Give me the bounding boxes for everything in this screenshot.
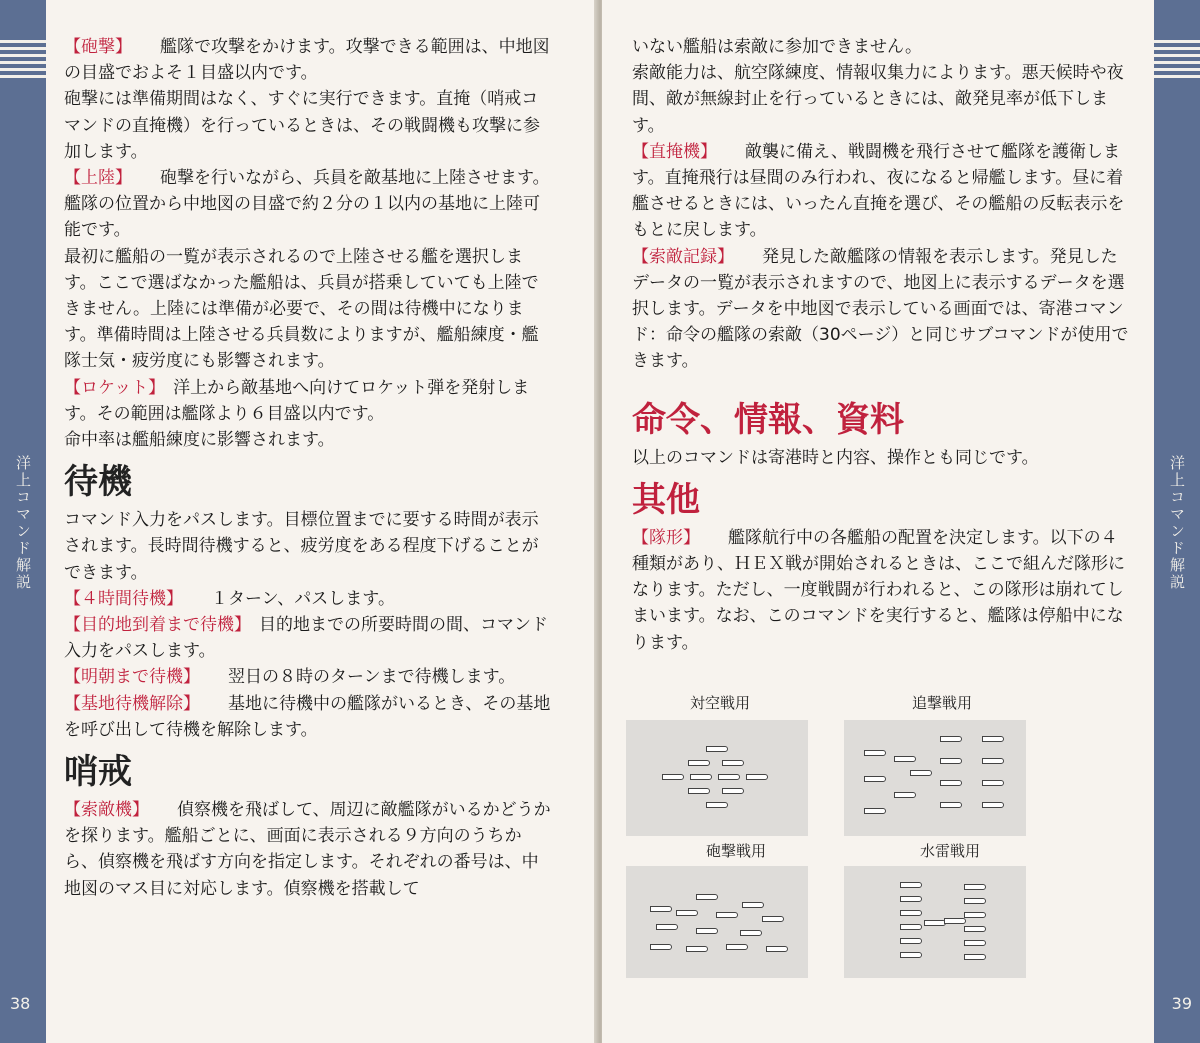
ship-icon bbox=[964, 898, 986, 904]
ship-icon bbox=[656, 924, 678, 930]
formation-figures bbox=[626, 692, 1146, 992]
para-wait-destination bbox=[64, 612, 554, 664]
fig-label-pursuit: 追撃戦用 bbox=[912, 694, 973, 712]
para-rocket-note: 命中率は艦船練度に影響されます。 bbox=[64, 430, 335, 451]
para-escort bbox=[632, 139, 1130, 244]
fig-gunnery bbox=[626, 866, 808, 978]
para-landing bbox=[64, 165, 554, 244]
ship-icon bbox=[662, 774, 684, 780]
ship-icon bbox=[688, 760, 710, 766]
fig-label-torpedo: 水雷戦用 bbox=[920, 842, 981, 860]
tag-bombard: 【砲撃】 bbox=[64, 37, 132, 57]
tag-wait-destination: 【目的地到着まで待機】 bbox=[64, 615, 251, 636]
right-body bbox=[632, 34, 1130, 656]
para-wait-morning bbox=[64, 664, 554, 690]
para-wait-intro: コマンド入力をパスします。目標位置までに要する時間が表示されます。長時間待機すると、疲労度をある程度下げることができます。 bbox=[64, 510, 539, 583]
heading-orders: 命令、情報、資料 bbox=[632, 399, 904, 440]
ship-icon bbox=[900, 952, 922, 958]
ship-icon bbox=[900, 910, 922, 916]
tag-scout: 【索敵機】 bbox=[64, 800, 149, 821]
left-page-number: 38 bbox=[10, 994, 31, 1013]
text-wait-morning: 翌日の８時のターンまで待機します。 bbox=[228, 667, 516, 688]
ship-icon bbox=[940, 736, 962, 742]
ship-icon bbox=[746, 774, 768, 780]
ship-icon bbox=[900, 924, 922, 930]
left-page bbox=[0, 0, 598, 1043]
para-bombard-note: 砲撃には準備期間はなく、すぐに実行できます。直掩（哨戒コマンドの直掩機）を行っているときは、その戦闘機も攻撃に参加します。 bbox=[64, 89, 540, 162]
ship-icon bbox=[940, 780, 962, 786]
ship-icon bbox=[894, 756, 916, 762]
para-bombard bbox=[64, 34, 554, 86]
ship-icon bbox=[690, 774, 712, 780]
text-escort: 敵襲に備え、戦闘機を飛行させて艦隊を護衛します。直掩飛行は昼間のみ行われ、夜になると帰艦します。昼に着艦させるときには、いったん直掩を選び、その艦船の反転表示をもとに戻します。 bbox=[632, 141, 1125, 241]
ship-icon bbox=[944, 918, 966, 924]
ship-icon bbox=[964, 884, 986, 890]
ship-icon bbox=[686, 946, 708, 952]
tag-landing: 【上陸】 bbox=[64, 168, 132, 189]
fig-label-gunnery: 砲撃戦用 bbox=[706, 842, 767, 860]
para-wait-4h bbox=[64, 586, 554, 612]
text-rocket: 洋上から敵基地へ向けてロケット弾を発射します。その範囲は艦隊より６目盛以内です。 bbox=[64, 377, 530, 424]
left-side-band bbox=[0, 0, 46, 1043]
left-side-title: 洋上コマンド解説 bbox=[14, 455, 32, 591]
right-page bbox=[602, 0, 1200, 1043]
para-rocket bbox=[64, 375, 554, 427]
ship-icon bbox=[688, 788, 710, 794]
ship-icon bbox=[766, 946, 788, 952]
ship-icon bbox=[982, 758, 1004, 764]
para-scout-cont: いない艦船は索敵に参加できません。 bbox=[632, 37, 923, 57]
ship-icon bbox=[762, 916, 784, 922]
tag-rocket: 【ロケット】 bbox=[64, 377, 166, 398]
tag-formation: 【隊形】 bbox=[632, 527, 700, 548]
ship-icon bbox=[900, 882, 922, 888]
fig-label-antiair: 対空戦用 bbox=[690, 694, 751, 712]
ship-icon bbox=[650, 906, 672, 912]
left-body bbox=[64, 34, 554, 902]
ship-icon bbox=[864, 808, 886, 814]
fig-pursuit bbox=[844, 720, 1026, 836]
ship-icon bbox=[696, 928, 718, 934]
ship-icon bbox=[910, 770, 932, 776]
ship-icon bbox=[940, 758, 962, 764]
heading-other: 其他 bbox=[632, 479, 700, 520]
para-scout-record bbox=[632, 244, 1130, 375]
ship-icon bbox=[964, 940, 986, 946]
ship-icon bbox=[650, 944, 672, 950]
ship-icon bbox=[864, 776, 886, 782]
text-scout: 偵察機を飛ばして、周辺に敵艦隊がいるかどうかを探ります。艦船ごとに、画面に表示される９方向のうちから、偵察機を飛ばす方向を指定します。それぞれの番号は、中地図のマス目に対応します。偵察機を搭載して bbox=[64, 800, 551, 899]
ship-icon bbox=[726, 944, 748, 950]
right-side-title: 洋上コマンド解説 bbox=[1168, 455, 1186, 591]
text-bombard: 艦隊で攻撃をかけます。攻撃できる範囲は、中地図の目盛でおよそ１目盛以内です。 bbox=[64, 37, 550, 84]
tag-escort: 【直掩機】 bbox=[632, 141, 717, 162]
ship-icon bbox=[900, 938, 922, 944]
text-formation: 艦隊航行中の各艦船の配置を決定します。以下の４種類があり、ＨＥＸ戦が開始されるときは、ここで組んだ隊形になります。ただし、一度戦闘が行われると、この隊形は崩れてしまいます。なお、このコマンドを実行すると、艦隊は停船中になります。 bbox=[632, 527, 1125, 653]
fig-torpedo bbox=[844, 866, 1026, 978]
para-landing-note: 最初に艦船の一覧が表示されるので上陸させる艦を選択します。ここで選ばなかった艦船は、兵員が搭乗していても上陸できません。上陸には準備が必要で、その間は待機中になります。準備時間は上陸させる兵員数によりますが、艦船練度・艦隊士気・疲労度にも影響されます。 bbox=[64, 246, 539, 372]
ship-icon bbox=[964, 926, 986, 932]
para-scout-ability: 索敵能力は、航空隊練度、情報収集力によります。悪天候時や夜間、敵が無線封止を行っているときには、敵発見率が低下します。 bbox=[632, 63, 1124, 136]
para-wait-release bbox=[64, 691, 554, 743]
text-landing: 砲撃を行いながら、兵員を敵基地に上陸させます。艦隊の位置から中地図の目盛で約２分の１以内の基地に上陸可能です。 bbox=[64, 168, 550, 241]
para-scout bbox=[64, 797, 554, 902]
ship-icon bbox=[964, 954, 986, 960]
ship-icon bbox=[940, 802, 962, 808]
ship-icon bbox=[864, 750, 886, 756]
ship-icon bbox=[676, 910, 698, 916]
tag-scout-record: 【索敵記録】 bbox=[632, 246, 734, 267]
para-formation bbox=[632, 525, 1130, 656]
text-wait-4h: １ターン、パスします。 bbox=[211, 588, 395, 609]
ship-icon bbox=[924, 920, 946, 926]
tag-wait-morning: 【明朝まで待機】 bbox=[64, 667, 200, 688]
ship-icon bbox=[706, 802, 728, 808]
tag-wait-release: 【基地待機解除】 bbox=[64, 693, 200, 714]
right-side-band bbox=[1154, 0, 1200, 1043]
ship-icon bbox=[716, 912, 738, 918]
ship-icon bbox=[982, 802, 1004, 808]
ship-icon bbox=[696, 894, 718, 900]
band-stripes bbox=[1154, 40, 1200, 80]
heading-patrol: 哨戒 bbox=[64, 752, 132, 793]
ship-icon bbox=[706, 746, 728, 752]
right-page-number: 39 bbox=[1171, 994, 1192, 1013]
ship-icon bbox=[900, 896, 922, 902]
ship-icon bbox=[982, 736, 1004, 742]
ship-icon bbox=[722, 760, 744, 766]
text-scout-record: 発見した敵艦隊の情報を表示します。発見したデータの一覧が表示されますので、地図上に表示するデータを選択します。データを中地図で表示している画面では、寄港コマンド：命令の艦隊の索敵（30ページ）と同じサブコマンドが使用できます。 bbox=[632, 246, 1129, 372]
text-wait-release: 基地に待機中の艦隊がいるとき、その基地を呼び出して待機を解除します。 bbox=[64, 693, 551, 740]
ship-icon bbox=[982, 780, 1004, 786]
ship-icon bbox=[964, 912, 986, 918]
para-orders: 以上のコマンドは寄港時と内容、操作とも同じです。 bbox=[632, 447, 1039, 468]
ship-icon bbox=[742, 902, 764, 908]
band-stripes bbox=[0, 40, 46, 80]
tag-wait-4h: 【４時間待機】 bbox=[64, 588, 183, 609]
ship-icon bbox=[722, 788, 744, 794]
fig-antiair bbox=[626, 720, 808, 836]
ship-icon bbox=[740, 930, 762, 936]
text-wait-destination: 目的地までの所要時間の間、コマンド入力をパスします。 bbox=[64, 615, 548, 662]
ship-icon bbox=[718, 774, 740, 780]
heading-wait: 待機 bbox=[64, 462, 132, 503]
ship-icon bbox=[894, 792, 916, 798]
